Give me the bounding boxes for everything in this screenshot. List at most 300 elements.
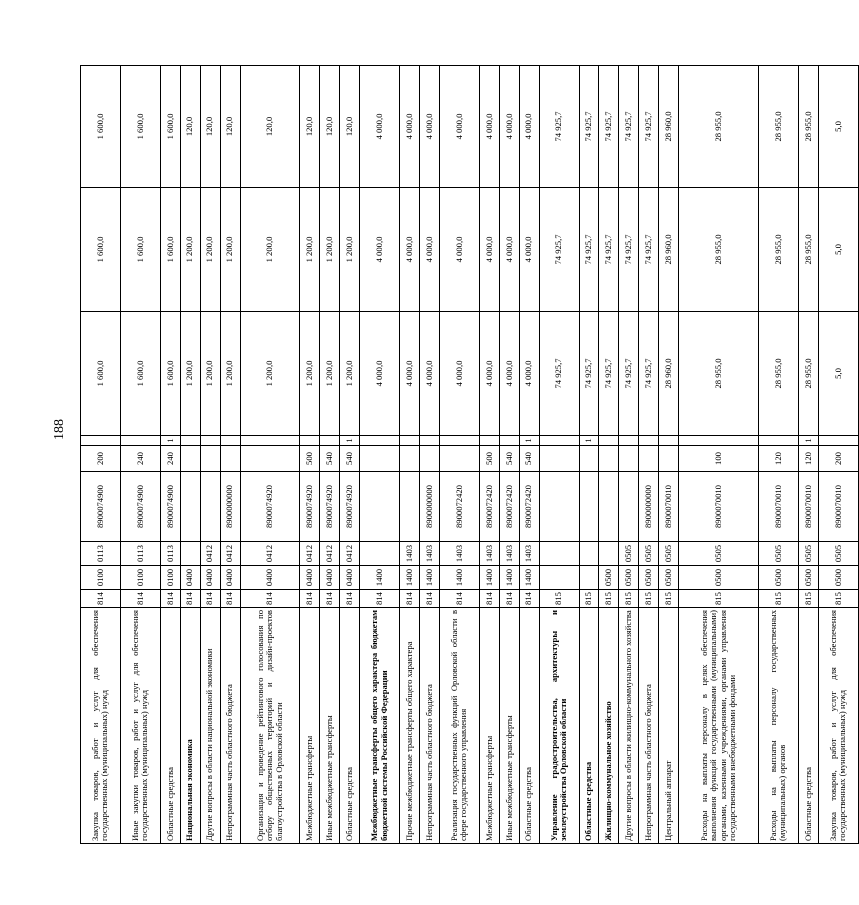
target-article-code-cell: 8900070010 [798, 472, 818, 542]
item-name-cell: Областные средства [579, 608, 599, 844]
amount-year-1-cell: 74 925,7 [639, 312, 659, 436]
section-code-cell: 0500 [818, 566, 858, 590]
budget-table-container [80, 66, 848, 844]
section-code-cell: 0100 [81, 566, 121, 590]
amount-year-1-cell: 74 925,7 [599, 312, 619, 436]
amount-year-3-cell: 74 925,7 [579, 66, 599, 188]
funding-source-cell: 1 [579, 436, 599, 446]
expense-type-code-cell: 500 [300, 446, 320, 472]
ministry-code-cell: 814 [120, 590, 160, 608]
target-article-code-cell: 8900070010 [679, 472, 759, 542]
target-article-code-cell [360, 472, 400, 542]
amount-year-1-cell: 1 600,0 [81, 312, 121, 436]
subsection-code-cell: 0412 [320, 542, 340, 566]
item-name-cell: Жилищно-коммунальное хозяйство [599, 608, 619, 844]
subsection-code-cell [539, 542, 579, 566]
item-name-cell: Расходы на выплаты персоналу государственных (муниципальных) органов [759, 608, 799, 844]
target-article-code-cell: 8900074920 [240, 472, 300, 542]
ministry-code-cell: 814 [340, 590, 360, 608]
funding-source-cell [180, 436, 200, 446]
subsection-code-cell: 1403 [499, 542, 519, 566]
subsection-code-cell: 0412 [340, 542, 360, 566]
expense-type-code-cell: 100 [679, 446, 759, 472]
subsection-code-cell: 0412 [220, 542, 240, 566]
section-code-cell: 1400 [499, 566, 519, 590]
target-article-code-cell: 8900074920 [320, 472, 340, 542]
target-article-code-cell: 8900074900 [81, 472, 121, 542]
ministry-code-cell: 815 [759, 590, 799, 608]
item-name-cell: Другие вопросы в области национальной экономики [200, 608, 220, 844]
expense-type-code-cell [579, 446, 599, 472]
section-code-cell: 0400 [200, 566, 220, 590]
budget-table [80, 65, 859, 844]
table-row [300, 66, 320, 844]
funding-source-cell [220, 436, 240, 446]
amount-year-1-cell: 1 200,0 [200, 312, 220, 436]
expense-type-code-cell [360, 446, 400, 472]
expense-type-code-cell [240, 446, 300, 472]
amount-year-1-cell: 4 000,0 [499, 312, 519, 436]
table-row [340, 66, 360, 844]
section-code-cell: 1400 [400, 566, 420, 590]
expense-type-code-cell [659, 446, 679, 472]
expense-type-code-cell: 200 [81, 446, 121, 472]
section-code-cell: 1400 [479, 566, 499, 590]
funding-source-cell [539, 436, 579, 446]
funding-source-cell [360, 436, 400, 446]
amount-year-1-cell: 28 955,0 [679, 312, 759, 436]
subsection-code-cell: 0505 [759, 542, 799, 566]
subsection-code-cell [180, 542, 200, 566]
expense-type-code-cell [539, 446, 579, 472]
expense-type-code-cell [619, 446, 639, 472]
amount-year-3-cell: 120,0 [320, 66, 340, 188]
amount-year-2-cell: 4 000,0 [360, 188, 400, 312]
ministry-code-cell: 815 [639, 590, 659, 608]
table-row [439, 66, 479, 844]
amount-year-2-cell: 28 955,0 [679, 188, 759, 312]
target-article-code-cell: 8900070010 [659, 472, 679, 542]
amount-year-1-cell: 74 925,7 [579, 312, 599, 436]
ministry-code-cell: 814 [160, 590, 180, 608]
expense-type-code-cell: 540 [340, 446, 360, 472]
table-row [818, 66, 858, 844]
amount-year-2-cell: 1 200,0 [340, 188, 360, 312]
amount-year-3-cell: 74 925,7 [599, 66, 619, 188]
subsection-code-cell: 1403 [400, 542, 420, 566]
funding-source-cell [679, 436, 759, 446]
item-name-cell: Областные средства [160, 608, 180, 844]
ministry-code-cell: 815 [659, 590, 679, 608]
section-code-cell: 0400 [240, 566, 300, 590]
section-code-cell: 0400 [340, 566, 360, 590]
funding-source-cell [639, 436, 659, 446]
expense-type-code-cell: 540 [499, 446, 519, 472]
expense-type-code-cell: 240 [120, 446, 160, 472]
subsection-code-cell: 0505 [818, 542, 858, 566]
item-name-cell: Областные средства [519, 608, 539, 844]
amount-year-3-cell: 4 000,0 [360, 66, 400, 188]
subsection-code-cell: 0505 [798, 542, 818, 566]
funding-source-cell: 1 [340, 436, 360, 446]
table-row [420, 66, 440, 844]
table-row [240, 66, 300, 844]
amount-year-1-cell: 4 000,0 [420, 312, 440, 436]
target-article-code-cell [619, 472, 639, 542]
target-article-code-cell: 8900070010 [759, 472, 799, 542]
funding-source-cell [120, 436, 160, 446]
amount-year-2-cell: 28 960,0 [659, 188, 679, 312]
amount-year-1-cell: 4 000,0 [360, 312, 400, 436]
expense-type-code-cell: 540 [320, 446, 340, 472]
amount-year-2-cell: 1 600,0 [81, 188, 121, 312]
expense-type-code-cell [220, 446, 240, 472]
item-name-cell: Центральный аппарат [659, 608, 679, 844]
target-article-code-cell [180, 472, 200, 542]
target-article-code-cell [200, 472, 220, 542]
amount-year-2-cell: 28 955,0 [798, 188, 818, 312]
table-row [679, 66, 759, 844]
amount-year-1-cell: 74 925,7 [619, 312, 639, 436]
ministry-code-cell: 814 [240, 590, 300, 608]
subsection-code-cell: 1403 [519, 542, 539, 566]
subsection-code-cell [360, 542, 400, 566]
amount-year-3-cell: 120,0 [300, 66, 320, 188]
expense-type-code-cell: 500 [479, 446, 499, 472]
section-code-cell: 0400 [320, 566, 340, 590]
subsection-code-cell: 0113 [120, 542, 160, 566]
amount-year-3-cell: 1 600,0 [81, 66, 121, 188]
ministry-code-cell: 815 [818, 590, 858, 608]
amount-year-2-cell: 1 200,0 [300, 188, 320, 312]
target-article-code-cell: 8900000000 [639, 472, 659, 542]
section-code-cell: 0500 [659, 566, 679, 590]
target-article-code-cell: 8900074920 [340, 472, 360, 542]
item-name-cell: Организация и проведение рейтингового голосования по отбору общественных территорий и дизайн-проектов благоустройства в Орловской области [240, 608, 300, 844]
amount-year-2-cell: 1 200,0 [220, 188, 240, 312]
table-row [120, 66, 160, 844]
funding-source-cell [400, 436, 420, 446]
amount-year-3-cell: 120,0 [340, 66, 360, 188]
subsection-code-cell: 1403 [479, 542, 499, 566]
amount-year-1-cell: 5,0 [818, 312, 858, 436]
table-row [81, 66, 121, 844]
budget-table-body [81, 66, 859, 844]
amount-year-3-cell: 28 955,0 [798, 66, 818, 188]
funding-source-cell [81, 436, 121, 446]
amount-year-2-cell: 4 000,0 [519, 188, 539, 312]
table-row [619, 66, 639, 844]
ministry-code-cell: 814 [320, 590, 340, 608]
funding-source-cell [300, 436, 320, 446]
amount-year-3-cell: 74 925,7 [639, 66, 659, 188]
target-article-code-cell: 8900072420 [479, 472, 499, 542]
ministry-code-cell: 814 [200, 590, 220, 608]
funding-source-cell [619, 436, 639, 446]
table-row [659, 66, 679, 844]
amount-year-1-cell: 4 000,0 [439, 312, 479, 436]
section-code-cell: 0400 [300, 566, 320, 590]
target-article-code-cell [599, 472, 619, 542]
ministry-code-cell: 815 [539, 590, 579, 608]
amount-year-3-cell: 120,0 [200, 66, 220, 188]
table-row [499, 66, 519, 844]
subsection-code-cell: 0412 [200, 542, 220, 566]
section-code-cell: 0100 [120, 566, 160, 590]
amount-year-1-cell: 4 000,0 [400, 312, 420, 436]
subsection-code-cell [579, 542, 599, 566]
amount-year-1-cell: 28 955,0 [759, 312, 799, 436]
table-row [400, 66, 420, 844]
item-name-cell: Иные закупки товаров, работ и услуг для обеспечения государственных (муниципальных) нужд [120, 608, 160, 844]
amount-year-2-cell: 4 000,0 [499, 188, 519, 312]
ministry-code-cell: 814 [439, 590, 479, 608]
expense-type-code-cell [599, 446, 619, 472]
amount-year-2-cell: 4 000,0 [400, 188, 420, 312]
target-article-code-cell [539, 472, 579, 542]
subsection-code-cell: 1403 [439, 542, 479, 566]
table-row [160, 66, 180, 844]
subsection-code-cell [599, 542, 619, 566]
section-code-cell: 0500 [759, 566, 799, 590]
subsection-code-cell: 0113 [81, 542, 121, 566]
amount-year-2-cell: 74 925,7 [639, 188, 659, 312]
ministry-code-cell: 815 [579, 590, 599, 608]
funding-source-cell [320, 436, 340, 446]
expense-type-code-cell: 200 [818, 446, 858, 472]
target-article-code-cell: 8900074900 [160, 472, 180, 542]
target-article-code-cell: 8900072420 [519, 472, 539, 542]
item-name-cell: Межбюджетные трансферты [300, 608, 320, 844]
subsection-code-cell: 1403 [420, 542, 440, 566]
ministry-code-cell: 814 [81, 590, 121, 608]
amount-year-3-cell: 4 000,0 [479, 66, 499, 188]
funding-source-cell [439, 436, 479, 446]
amount-year-2-cell: 5,0 [818, 188, 858, 312]
amount-year-1-cell: 1 200,0 [320, 312, 340, 436]
subsection-code-cell: 0412 [240, 542, 300, 566]
amount-year-2-cell: 4 000,0 [439, 188, 479, 312]
amount-year-3-cell: 28 960,0 [659, 66, 679, 188]
amount-year-3-cell: 4 000,0 [519, 66, 539, 188]
subsection-code-cell: 0113 [160, 542, 180, 566]
amount-year-3-cell: 4 000,0 [439, 66, 479, 188]
item-name-cell: Прочие межбюджетные трансферты общего характера [400, 608, 420, 844]
ministry-code-cell: 814 [220, 590, 240, 608]
amount-year-3-cell: 28 955,0 [679, 66, 759, 188]
table-row [798, 66, 818, 844]
amount-year-1-cell: 1 200,0 [180, 312, 200, 436]
target-article-code-cell [400, 472, 420, 542]
funding-source-cell [818, 436, 858, 446]
funding-source-cell [420, 436, 440, 446]
funding-source-cell: 1 [798, 436, 818, 446]
amount-year-1-cell: 1 200,0 [340, 312, 360, 436]
amount-year-2-cell: 74 925,7 [599, 188, 619, 312]
section-code-cell: 0500 [619, 566, 639, 590]
section-code-cell: 1400 [360, 566, 400, 590]
expense-type-code-cell [180, 446, 200, 472]
amount-year-3-cell: 120,0 [220, 66, 240, 188]
amount-year-1-cell: 1 200,0 [300, 312, 320, 436]
target-article-code-cell: 8900072420 [439, 472, 479, 542]
amount-year-3-cell: 74 925,7 [619, 66, 639, 188]
section-code-cell: 0500 [639, 566, 659, 590]
item-name-cell: Расходы на выплаты персоналу в целях обеспечения выполнения функций государственными (муниципальными) органами, казенными учреждениями, органами управления государственными внебюджетными фондами [679, 608, 759, 844]
amount-year-3-cell: 120,0 [240, 66, 300, 188]
section-code-cell [539, 566, 579, 590]
amount-year-2-cell: 1 200,0 [200, 188, 220, 312]
item-name-cell: Управление градостроительства, архитектуры и землеустройства Орловской области [539, 608, 579, 844]
ministry-code-cell: 815 [798, 590, 818, 608]
target-article-code-cell: 8900072420 [499, 472, 519, 542]
table-row [479, 66, 499, 844]
item-name-cell: Непрограммная часть областного бюджета [420, 608, 440, 844]
ministry-code-cell: 814 [360, 590, 400, 608]
target-article-code-cell: 8900074900 [120, 472, 160, 542]
funding-source-cell [200, 436, 220, 446]
amount-year-1-cell: 74 925,7 [539, 312, 579, 436]
funding-source-cell: 1 [519, 436, 539, 446]
amount-year-2-cell: 1 600,0 [160, 188, 180, 312]
table-row [360, 66, 400, 844]
funding-source-cell [759, 436, 799, 446]
ministry-code-cell: 815 [599, 590, 619, 608]
table-row [519, 66, 539, 844]
item-name-cell: Непрограммная часть областного бюджета [639, 608, 659, 844]
expense-type-code-cell: 120 [759, 446, 799, 472]
amount-year-1-cell: 1 600,0 [120, 312, 160, 436]
table-row [320, 66, 340, 844]
amount-year-1-cell: 28 960,0 [659, 312, 679, 436]
amount-year-3-cell: 120,0 [180, 66, 200, 188]
expense-type-code-cell [439, 446, 479, 472]
subsection-code-cell: 0505 [679, 542, 759, 566]
amount-year-1-cell: 4 000,0 [479, 312, 499, 436]
target-article-code-cell: 8900070010 [818, 472, 858, 542]
amount-year-2-cell: 1 200,0 [320, 188, 340, 312]
amount-year-2-cell: 74 925,7 [579, 188, 599, 312]
amount-year-2-cell: 28 955,0 [759, 188, 799, 312]
expense-type-code-cell: 540 [519, 446, 539, 472]
ministry-code-cell: 814 [519, 590, 539, 608]
table-row [180, 66, 200, 844]
item-name-cell: Областные средства [340, 608, 360, 844]
section-code-cell: 0100 [160, 566, 180, 590]
ministry-code-cell: 814 [499, 590, 519, 608]
amount-year-3-cell: 5,0 [818, 66, 858, 188]
amount-year-1-cell: 1 200,0 [240, 312, 300, 436]
ministry-code-cell: 814 [180, 590, 200, 608]
ministry-code-cell: 814 [479, 590, 499, 608]
item-name-cell: Закупка товаров, работ и услуг для обеспечения государственных (муниципальных) нужд [818, 608, 858, 844]
expense-type-code-cell: 120 [798, 446, 818, 472]
subsection-code-cell: 0412 [300, 542, 320, 566]
amount-year-3-cell: 1 600,0 [160, 66, 180, 188]
amount-year-1-cell: 28 955,0 [798, 312, 818, 436]
amount-year-2-cell: 1 600,0 [120, 188, 160, 312]
expense-type-code-cell [400, 446, 420, 472]
amount-year-3-cell: 1 600,0 [120, 66, 160, 188]
funding-source-cell [599, 436, 619, 446]
amount-year-2-cell: 74 925,7 [539, 188, 579, 312]
funding-source-cell [479, 436, 499, 446]
section-code-cell: 1400 [439, 566, 479, 590]
amount-year-1-cell: 4 000,0 [519, 312, 539, 436]
ministry-code-cell: 815 [619, 590, 639, 608]
amount-year-2-cell: 1 200,0 [240, 188, 300, 312]
subsection-code-cell: 0505 [619, 542, 639, 566]
amount-year-1-cell: 1 600,0 [160, 312, 180, 436]
target-article-code-cell: 8900000000 [220, 472, 240, 542]
item-name-cell: Иные межбюджетные трансферты [499, 608, 519, 844]
section-code-cell: 1400 [420, 566, 440, 590]
target-article-code-cell: 8900074920 [300, 472, 320, 542]
table-row [759, 66, 799, 844]
amount-year-3-cell: 4 000,0 [499, 66, 519, 188]
ministry-code-cell: 815 [679, 590, 759, 608]
expense-type-code-cell: 240 [160, 446, 180, 472]
section-code-cell: 0500 [599, 566, 619, 590]
section-code-cell [579, 566, 599, 590]
amount-year-2-cell: 74 925,7 [619, 188, 639, 312]
section-code-cell: 0400 [180, 566, 200, 590]
target-article-code-cell [579, 472, 599, 542]
subsection-code-cell: 0505 [639, 542, 659, 566]
funding-source-cell [659, 436, 679, 446]
amount-year-3-cell: 28 955,0 [759, 66, 799, 188]
section-code-cell: 0500 [798, 566, 818, 590]
amount-year-2-cell: 4 000,0 [479, 188, 499, 312]
funding-source-cell [240, 436, 300, 446]
ministry-code-cell: 814 [400, 590, 420, 608]
section-code-cell: 0500 [679, 566, 759, 590]
expense-type-code-cell [420, 446, 440, 472]
amount-year-3-cell: 4 000,0 [420, 66, 440, 188]
table-row [539, 66, 579, 844]
amount-year-3-cell: 4 000,0 [400, 66, 420, 188]
funding-source-cell [499, 436, 519, 446]
table-row [579, 66, 599, 844]
item-name-cell: Областные средства [798, 608, 818, 844]
item-name-cell: Закупка товаров, работ и услуг для обеспечения государственных (муниципальных) нужд [81, 608, 121, 844]
amount-year-1-cell: 1 200,0 [220, 312, 240, 436]
table-row [599, 66, 619, 844]
ministry-code-cell: 814 [300, 590, 320, 608]
expense-type-code-cell [639, 446, 659, 472]
amount-year-2-cell: 4 000,0 [420, 188, 440, 312]
table-row [220, 66, 240, 844]
target-article-code-cell: 8900000000 [420, 472, 440, 542]
section-code-cell: 0400 [220, 566, 240, 590]
funding-source-cell: 1 [160, 436, 180, 446]
subsection-code-cell: 0505 [659, 542, 679, 566]
amount-year-2-cell: 1 200,0 [180, 188, 200, 312]
section-code-cell: 1400 [519, 566, 539, 590]
ministry-code-cell: 814 [420, 590, 440, 608]
item-name-cell: Национальная экономика [180, 608, 200, 844]
table-row [639, 66, 659, 844]
page-number: 188 [52, 419, 67, 440]
expense-type-code-cell [200, 446, 220, 472]
item-name-cell: Другие вопросы в области жилищно-коммунального хозяйства [619, 608, 639, 844]
item-name-cell: Иные межбюджетные трансферты [320, 608, 340, 844]
item-name-cell: Межбюджетные трансферты общего характера бюджетам бюджетной системы Российской Федерации [360, 608, 400, 844]
amount-year-3-cell: 74 925,7 [539, 66, 579, 188]
item-name-cell: Непрограммная часть областного бюджета [220, 608, 240, 844]
item-name-cell: Реализация государственных функций Орловской области в сфере государственного управления [439, 608, 479, 844]
item-name-cell: Межбюджетные трансферты [479, 608, 499, 844]
